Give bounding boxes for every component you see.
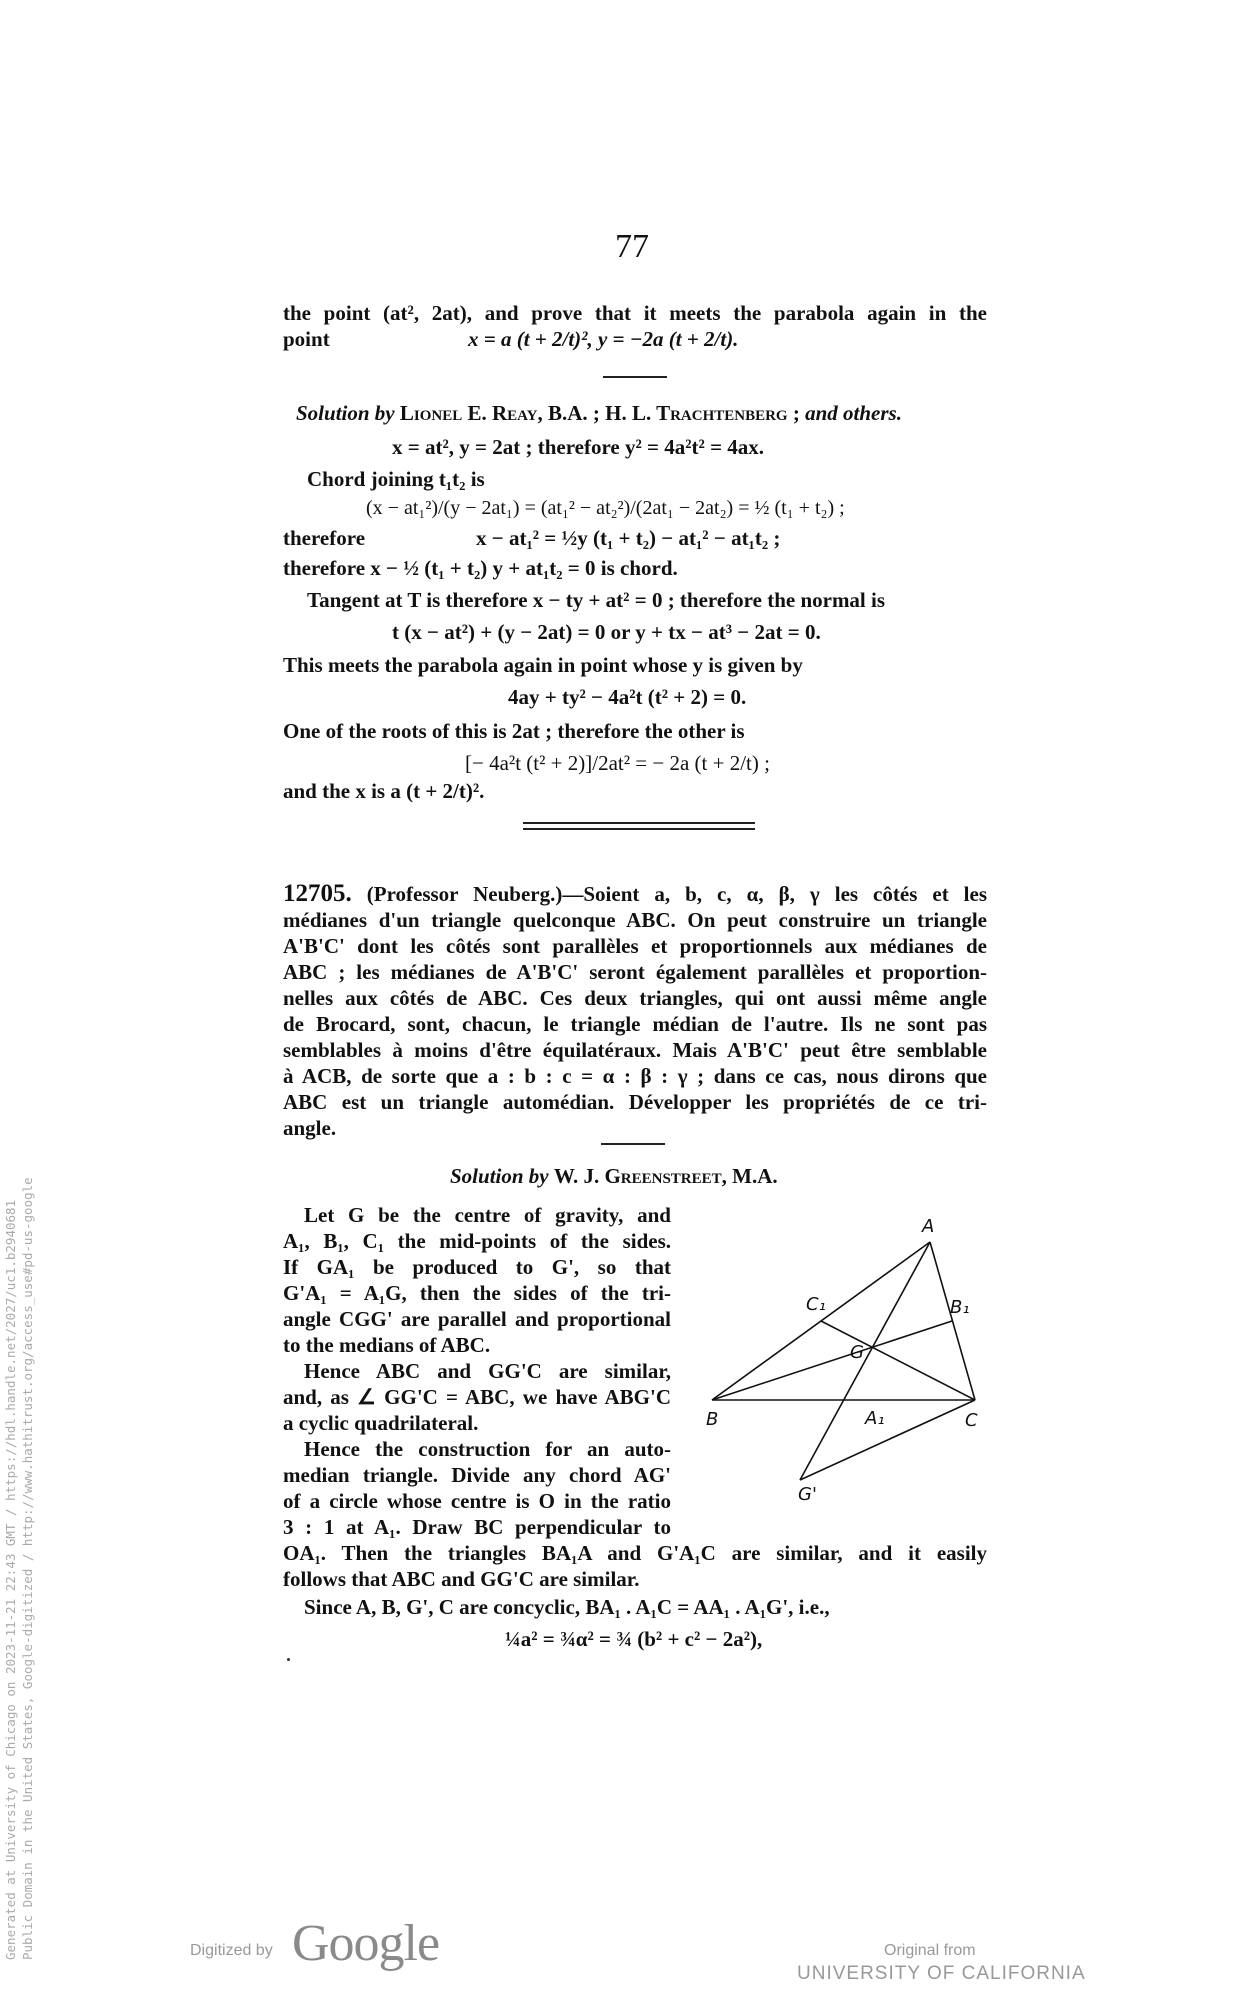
solution1-chord-intro: Chord joining t₁t₂ is xyxy=(307,467,485,491)
solution2-line-1: Let G be the centre of gravity, and xyxy=(304,1203,671,1227)
solution2-line-2: A₁, B₁, C₁ the mid-points of the sides. xyxy=(283,1229,671,1253)
solution1-therefore1-eq: x − at₁² = ½y (t₁ + t₂) − at₁² − at₁t₂ ; xyxy=(476,526,781,550)
stray-dot xyxy=(287,1658,290,1661)
problem-line-5: nelles aux côtés de ABC. Ces deux triangles, qui ont aussi même angle xyxy=(283,986,987,1010)
problem-line-4: ABC ; les médianes de A'B'C' seront également parallèles et proportion- xyxy=(283,960,987,984)
solution2-byline-prefix: Solution by xyxy=(450,1164,549,1188)
solution1-therefore2: therefore x − ½ (t₁ + t₂) y + at₁t₂ = 0 is chord. xyxy=(283,556,678,580)
solution2-byline xyxy=(450,1163,1154,1189)
solution1-meets: This meets the parabola again in point whose y is given by xyxy=(283,653,803,677)
solution2-line-9: a cyclic quadrilateral. xyxy=(283,1411,479,1435)
google-logo: Google xyxy=(292,1915,440,1972)
median-c xyxy=(821,1321,975,1400)
solution2-line-6: to the medians of ABC. xyxy=(283,1333,491,1357)
triangle-figure xyxy=(700,1210,990,1510)
continuation-line-2 xyxy=(283,326,987,352)
solution2-line-5: angle CGG' are parallel and proportional xyxy=(283,1307,671,1331)
label-g-prime: G' xyxy=(798,1484,817,1505)
segment-g-prime-c xyxy=(800,1400,975,1480)
solution2-wide-line-2: follows that ABC and GG'C are similar. xyxy=(283,1567,640,1591)
continuation-point-label: point xyxy=(283,327,330,351)
solution2-line-12: of a circle whose centre is O in the ratio xyxy=(283,1489,671,1513)
section-rule xyxy=(603,376,667,378)
label-b1: B₁ xyxy=(950,1297,970,1318)
solution2-final-eq: ¼a² = ¾α² = ¾ (b² + c² − 2a²), xyxy=(505,1627,763,1651)
solution1-therefore1 xyxy=(283,525,987,551)
side-watermark xyxy=(2,1177,36,1960)
section-double-rule xyxy=(523,822,755,830)
solution1-byline xyxy=(296,400,1000,426)
problem-line-10: angle. xyxy=(283,1116,337,1140)
label-g: G xyxy=(850,1342,864,1363)
solution1-therefore1-label: therefore xyxy=(283,526,366,550)
solution2-line-8: and, as ∠ GG'C = ABC, we have ABG'C xyxy=(283,1385,671,1409)
solution2-wide-line-1: OA₁. Then the triangles BA₁A and G'A₁C are similar, and it easily xyxy=(283,1541,987,1565)
problem-line-1 xyxy=(283,881,987,907)
problem-number: 12705. xyxy=(283,880,352,907)
problem-line-7: semblables à moins d'être équilatéraux. Mais A'B'C' peut être semblable xyxy=(283,1038,987,1062)
solution2-line-11: median triangle. Divide any chord AG' xyxy=(283,1463,671,1487)
solution1-byline-prefix: Solution by xyxy=(296,401,395,425)
solution1-tangent: Tangent at T is therefore x − ty + at² = 0 ; therefore the normal is xyxy=(307,588,886,612)
problem-line-3: A'B'C' dont les côtés sont parallèles et proportionnels aux médianes de xyxy=(283,934,987,958)
problem-line-9: ABC est un triangle automédian. Développer les propriétés de ce tri- xyxy=(283,1090,987,1114)
page-number: 77 xyxy=(615,228,649,265)
solution1-quad-eq: 4ay + ty² − 4a²t (t² + 2) = 0. xyxy=(508,685,747,709)
solution2-line-10: Hence the construction for an auto- xyxy=(304,1437,671,1461)
solution2-line-4: G'A₁ = A₁G, then the sides of the tri- xyxy=(283,1281,671,1305)
continuation-equation: x = a (t + 2/t)², y = −2a (t + 2/t). xyxy=(468,327,739,351)
institution-text: UNIVERSITY OF CALIFORNIA xyxy=(797,1963,1086,1984)
median-a-g-prime xyxy=(800,1242,930,1480)
label-a: A xyxy=(922,1216,935,1237)
problem-line-1-text: (Professor Neuberg.)—Soient a, b, c, α, β, γ les côtés et les xyxy=(366,882,988,906)
label-b: B xyxy=(706,1409,719,1430)
solution1-chord-eq: (x − at₁²)/(y − 2at₁) = (at₁² − at₂²)/(2at₁ − 2at₂) = ½ (t₁ + t₂) ; xyxy=(366,497,845,519)
solution1-eq1: x = at², y = 2at ; therefore y² = 4a²t² = 4ax. xyxy=(392,435,765,459)
problem-line-8: à ACB, de sorte que a : b : c = α : β : γ ; dans ce cas, nous dirons que xyxy=(283,1064,987,1088)
solution2-wide-line-3: Since A, B, G', C are concyclic, BA₁ . A₁C = AA₁ . A₁G', i.e., xyxy=(304,1595,830,1619)
problem-line-2: médianes d'un triangle quelconque ABC. On peut construire un triangle xyxy=(283,908,987,932)
label-c1: C₁ xyxy=(806,1294,826,1315)
section-rule-2 xyxy=(601,1143,665,1145)
label-a1: A₁ xyxy=(865,1408,885,1429)
original-from-text: Original from xyxy=(884,1942,976,1959)
continuation-line-1: the point (at², 2at), and prove that it meets the parabola again in the xyxy=(283,301,987,325)
solution2-line-3: If GA₁ be produced to G', so that xyxy=(283,1255,671,1279)
solution1-x-is: and the x is a (t + 2/t)². xyxy=(283,779,485,803)
watermark-line-1: Generated at University of Chicago on 2023-11-21 22:43 GMT / https://hdl.handle.net/2027/uc1.b2940681 xyxy=(3,1199,18,1960)
solution2-line-13: 3 : 1 at A₁. Draw BC perpendicular to xyxy=(283,1515,671,1539)
side-ac xyxy=(930,1242,975,1400)
solution2-line-7: Hence ABC and GG'C are similar, xyxy=(304,1359,671,1383)
problem-line-6: de Brocard, sont, chacun, le triangle médian de l'autre. Ils ne sont pas xyxy=(283,1012,987,1036)
label-c: C xyxy=(965,1410,978,1431)
solution1-byline-names: Lionel E. Reay, B.A. ; H. L. Trachtenberg ; xyxy=(399,401,800,425)
solution1-byline-suffix: and others. xyxy=(805,401,902,425)
watermark-line-2: Public Domain in the United States, Google-digitized / http://www.hathitrust.org/access_use#pd-us-google xyxy=(20,1177,35,1960)
solution2-byline-name: W. J. Greenstreet, M.A. xyxy=(553,1164,778,1188)
solution1-roots: One of the roots of this is 2at ; therefore the other is xyxy=(283,719,745,743)
solution1-other-root: [− 4a²t (t² + 2)]/2at² = − 2a (t + 2/t) ; xyxy=(465,751,770,775)
solution1-normal-eq: t (x − at²) + (y − 2at) = 0 or y + tx − at³ − 2at = 0. xyxy=(392,620,821,644)
median-b xyxy=(712,1321,952,1400)
digitized-by-text: Digitized by xyxy=(190,1942,273,1959)
